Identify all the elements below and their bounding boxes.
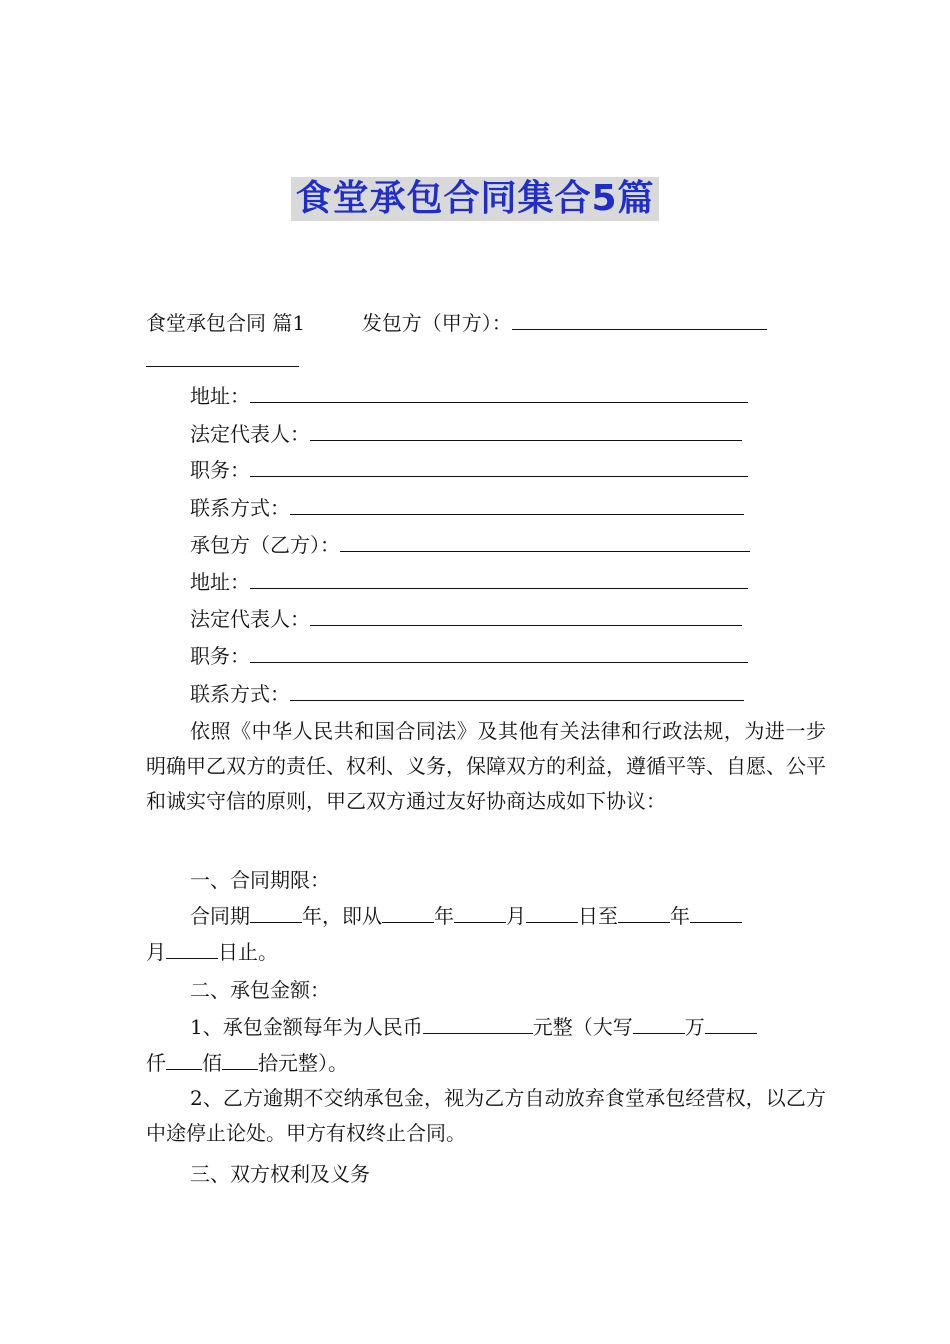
- contract-term-line-2: [146, 938, 278, 966]
- party-b-legal-rep-label: 法定代表人：: [190, 607, 310, 631]
- party-a-address-label: 地址：: [190, 384, 250, 408]
- party-a-label: 发包方（甲方）：: [361, 311, 512, 335]
- amount-line: [190, 1013, 757, 1041]
- section-2-heading: 二、承包金额：: [190, 978, 330, 1002]
- start-day-blank: [526, 902, 578, 923]
- party-b-contact-line: [190, 680, 744, 708]
- amount-line-2: [146, 1049, 348, 1077]
- amount-yuan-text: 元整（大写: [532, 1015, 633, 1039]
- amount-prefix: 1、承包金额每年为人民币: [190, 1015, 423, 1039]
- party-b-position-label: 职务：: [190, 644, 250, 668]
- party-b-address-label: 地址：: [190, 570, 250, 594]
- amount-qian-blank: [705, 1013, 757, 1034]
- party-a-position-blank: [250, 456, 748, 477]
- party-a-blank: [512, 309, 767, 330]
- start-month-blank: [454, 902, 506, 923]
- party-b-contact-label: 联系方式：: [190, 682, 290, 706]
- contract-heading-line: [146, 309, 767, 337]
- end-year-blank: [618, 902, 670, 923]
- party-b-address-blank: [250, 568, 748, 589]
- party-b-blank: [340, 531, 750, 552]
- contract-term-line: [190, 902, 742, 930]
- amount-bai-text: 佰: [202, 1051, 222, 1075]
- end-month-blank-1: [690, 902, 742, 923]
- section-1-heading: 一、合同期限：: [190, 868, 330, 892]
- party-b-legal-rep-line: [190, 605, 742, 633]
- term-prefix: 合同期: [190, 904, 250, 928]
- amount-shi-blank: [222, 1049, 258, 1070]
- party-a-position-label: 职务：: [190, 458, 250, 482]
- party-b-contact-blank: [290, 680, 744, 701]
- party-b-label-line: [190, 531, 750, 559]
- party-b-legal-rep-blank: [310, 605, 742, 626]
- party-a-contact-label: 联系方式：: [190, 496, 290, 520]
- amount-wan-blank: [633, 1013, 685, 1034]
- party-b-address-line: [190, 568, 748, 596]
- term-year-text: 年，即从: [302, 904, 382, 928]
- party-b-position-line: [190, 642, 748, 670]
- amount-wan-text: 万: [684, 1015, 705, 1039]
- party-a-address-blank: [250, 382, 748, 403]
- end-day-text: 日止。: [218, 940, 278, 964]
- party-b-label: 承包方（乙方）：: [190, 533, 340, 557]
- party-a-legal-rep-line: [190, 420, 742, 448]
- contract-section-heading: 食堂承包合同 篇1: [146, 311, 306, 335]
- start-year-blank: [382, 902, 434, 923]
- intro-paragraph: 依照《中华人民共和国合同法》及其他有关法律和行政法规，为进一步明确甲乙双方的责任、权利、义务，保障双方的利益，遵循平等、自愿、公平和诚实守信的原则，甲乙双方通过友好协商达成如下协议：: [146, 719, 826, 813]
- amount-bai-blank: [166, 1049, 202, 1070]
- amount-qian-text: 仟: [146, 1051, 166, 1075]
- party-a-contact-blank: [290, 494, 744, 515]
- start-month-text: 月: [506, 904, 526, 928]
- start-day-text: 日至: [578, 904, 618, 928]
- document-title: 食堂承包合同集合5篇: [0, 176, 950, 222]
- end-year-text: 年: [670, 904, 690, 928]
- term-years-blank: [250, 902, 302, 923]
- amount-shi-text: 拾元整）。: [258, 1051, 348, 1075]
- late-payment-clause: 2、乙方逾期不交纳承包金，视为乙方自动放弃食堂承包经营权，以乙方中途停止论处。甲方有权终止合同。: [146, 1086, 826, 1145]
- amount-rmb-blank: [423, 1013, 533, 1034]
- party-a-legal-rep-blank: [310, 420, 742, 441]
- end-month-text: 月: [146, 940, 166, 964]
- party-a-blank-2: [146, 346, 299, 367]
- party-a-blank-continued: [146, 346, 299, 374]
- party-a-address-line: [190, 382, 748, 410]
- party-a-legal-rep-label: 法定代表人：: [190, 422, 310, 446]
- party-b-position-blank: [250, 642, 748, 663]
- start-year-text: 年: [434, 904, 454, 928]
- end-day-blank: [166, 938, 218, 959]
- party-a-contact-line: [190, 494, 744, 522]
- party-a-position-line: [190, 456, 748, 484]
- section-3-heading: 三、双方权利及义务: [190, 1162, 370, 1186]
